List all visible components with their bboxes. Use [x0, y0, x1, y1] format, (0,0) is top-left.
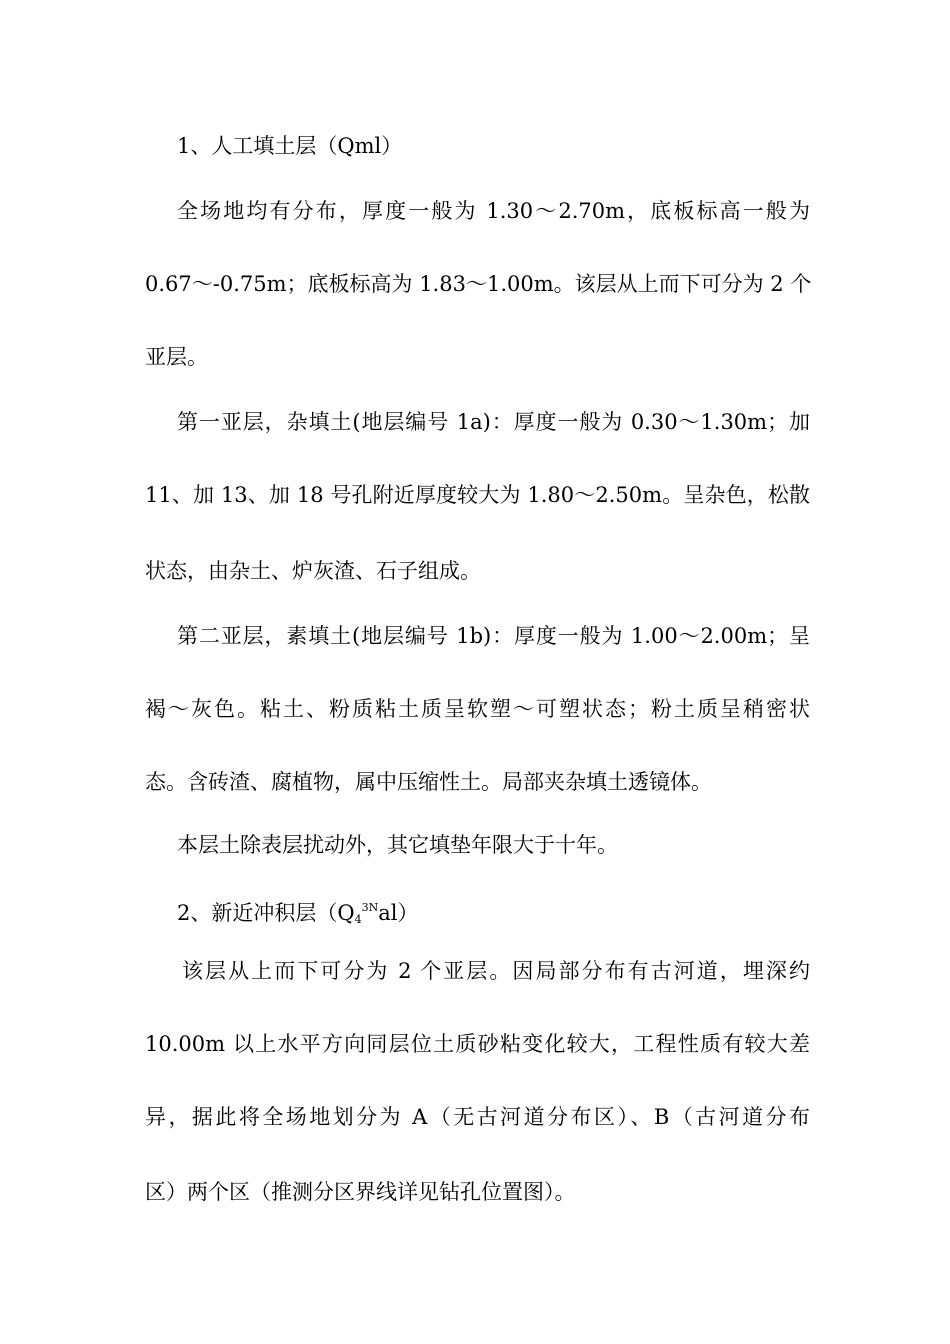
- paragraph-line: 区）两个区（推测分区界线详见钻孔位置图）。: [145, 1180, 576, 1204]
- heading-artificial-fill: 1、人工填土层（Qml）: [177, 134, 403, 158]
- heading2-subscript: 4: [354, 913, 362, 926]
- paragraph-line: 褐～灰色。粘土、粉质粘土质呈软塑～可塑状态；粉土质呈稍密状: [145, 697, 810, 721]
- paragraph-line: 10.00m 以上水平方向同层位土质砂粘变化较大，工程性质有较大差: [145, 1032, 810, 1056]
- heading2-suffix: al）: [378, 901, 419, 925]
- paragraph-line: 第一亚层，杂填土(地层编号 1a)：厚度一般为 0.30～1.30m；加: [177, 410, 810, 434]
- paragraph-line: 异，据此将全场地划分为 A（无古河道分布区）、B（古河道分布: [145, 1105, 810, 1129]
- paragraph-line: 第二亚层，素填土(地层编号 1b)：厚度一般为 1.00～2.00m；呈: [177, 624, 810, 648]
- heading2-prefix: 2、新近冲积层（Q: [177, 901, 355, 925]
- paragraph-line: 态。含砖渣、腐植物，属中压缩性土。局部夹杂填土透镜体。: [145, 770, 712, 794]
- paragraph-line: 本层土除表层扰动外，其它填垫年限大于十年。: [177, 833, 618, 857]
- paragraph-line: 全场地均有分布，厚度一般为 1.30～2.70m，底板标高一般为: [177, 199, 810, 223]
- paragraph-line: 该层从上而下可分为 2 个亚层。因局部分布有古河道，埋深约: [182, 959, 810, 983]
- paragraph-line: 亚层。: [145, 345, 208, 369]
- paragraph-line: 0.67～-0.75m；底板标高为 1.83～1.00m。该层从上而下可分为 2 个: [145, 272, 812, 296]
- paragraph-line: 11、加 13、加 18 号孔附近厚度较大为 1.80～2.50m。呈杂色，松散: [145, 483, 810, 507]
- paragraph-line: 状态，由杂土、炉灰渣、石子组成。: [145, 559, 481, 583]
- heading-recent-alluvial: [177, 894, 810, 934]
- heading2-superscript: 3N: [361, 901, 379, 914]
